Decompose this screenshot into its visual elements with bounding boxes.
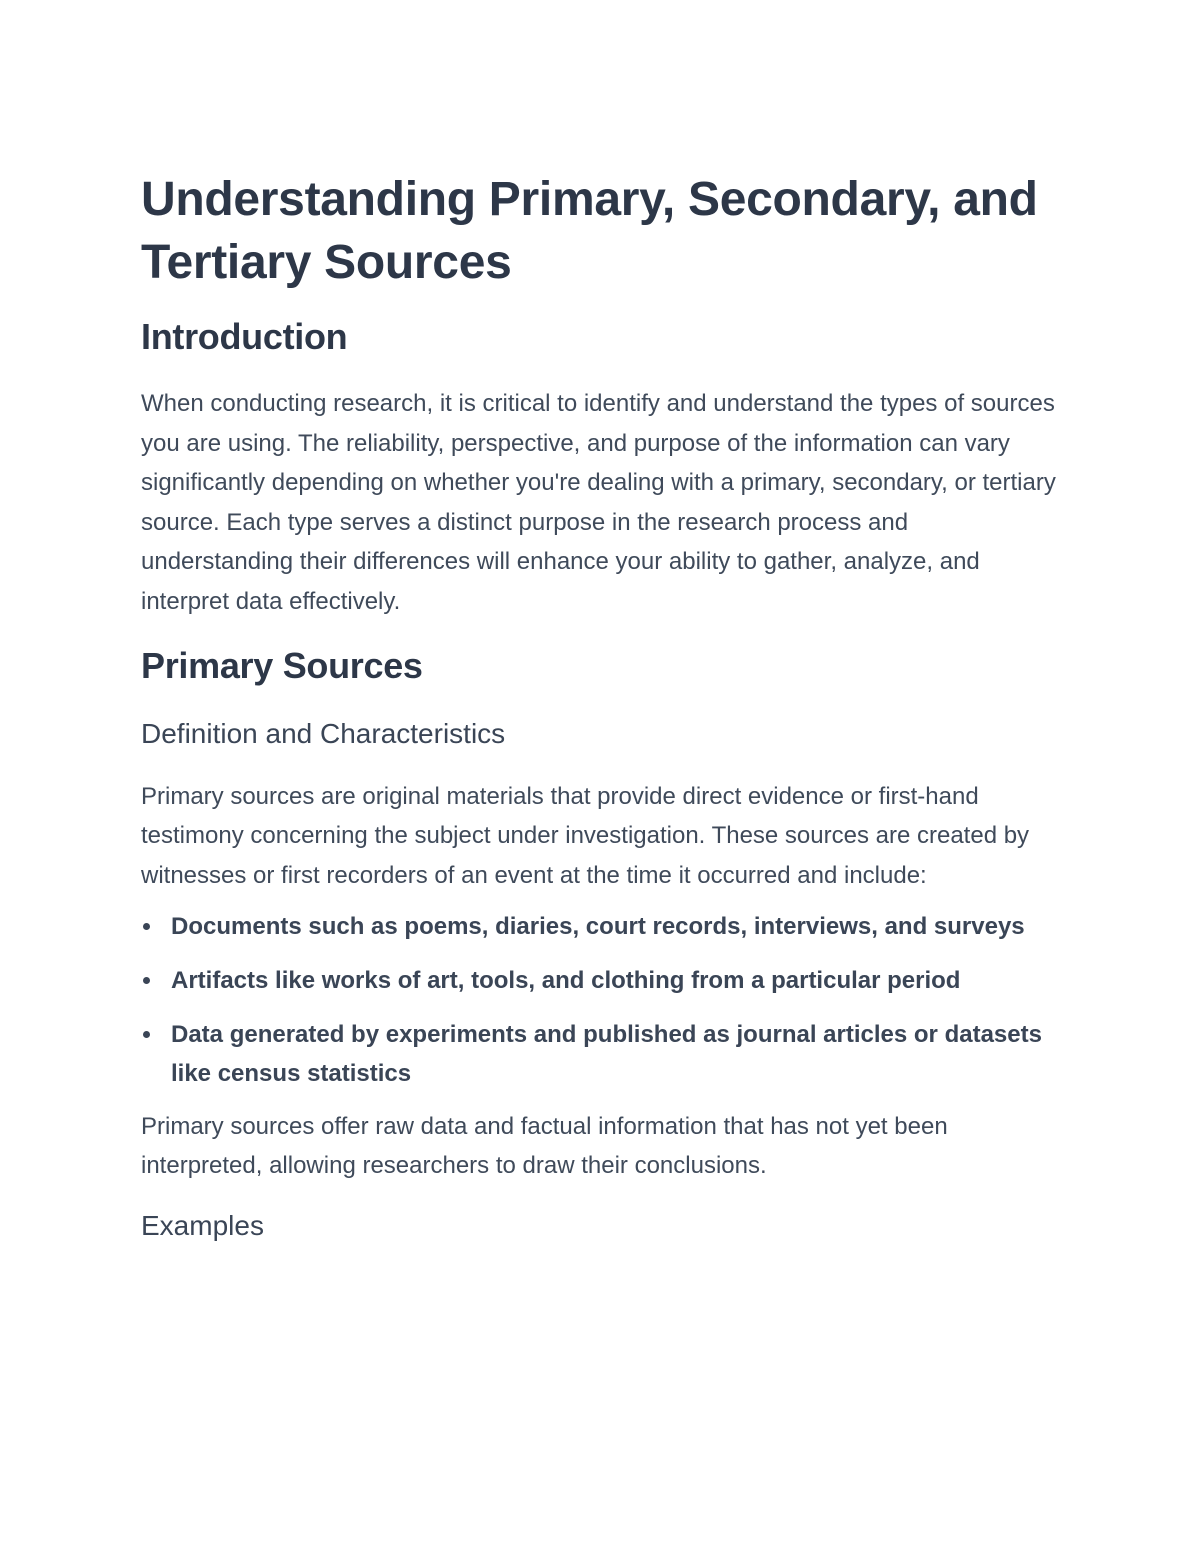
list-item-text: Data generated by experiments and published as journal articles or datasets like census statistics [171,1020,1042,1088]
document-title: Understanding Primary, Secondary, and Tertiary Sources [141,173,1038,289]
introduction-heading: Introduction [141,316,348,357]
list-item [141,907,1061,947]
list-item-text: Documents such as poems, diaries, court records, interviews, and surveys [171,913,1025,941]
definition-paragraph: Primary sources are original materials that provide direct evidence or first-hand testimony concerning the subject under investigation. These sources are created by witnesses or first recorders of an event at the time it occurred and include: [141,782,1030,889]
introduction-paragraph: When conducting research, it is critical to identify and understand the types of sources you are using. The reliability, perspective, and purpose of the information can vary significantly depending on whether you're dealing with a primary, secondary, or tertiary source. Each type serves a distinct purpose in the research process and understanding their differences will enhance your ability to gather, analyze, and interpret data effectively. [141,390,1056,615]
list-item [141,1015,1061,1094]
primary-sources-list [141,907,1061,1093]
document-page [141,168,1061,1244]
definition-heading: Definition and Characteristics [141,717,506,749]
list-item [141,961,1061,1001]
bullet-icon [143,977,150,984]
examples-heading: Examples [141,1209,264,1241]
primary-sources-heading: Primary Sources [141,644,423,686]
list-item-text: Artifacts like works of art, tools, and clothing from a particular period [171,966,961,994]
raw-data-paragraph: Primary sources offer raw data and factual information that has not yet been interpreted, allowing researchers to draw their conclusions. [141,1112,948,1180]
bullet-icon [143,923,150,930]
bullet-icon [143,1031,150,1038]
